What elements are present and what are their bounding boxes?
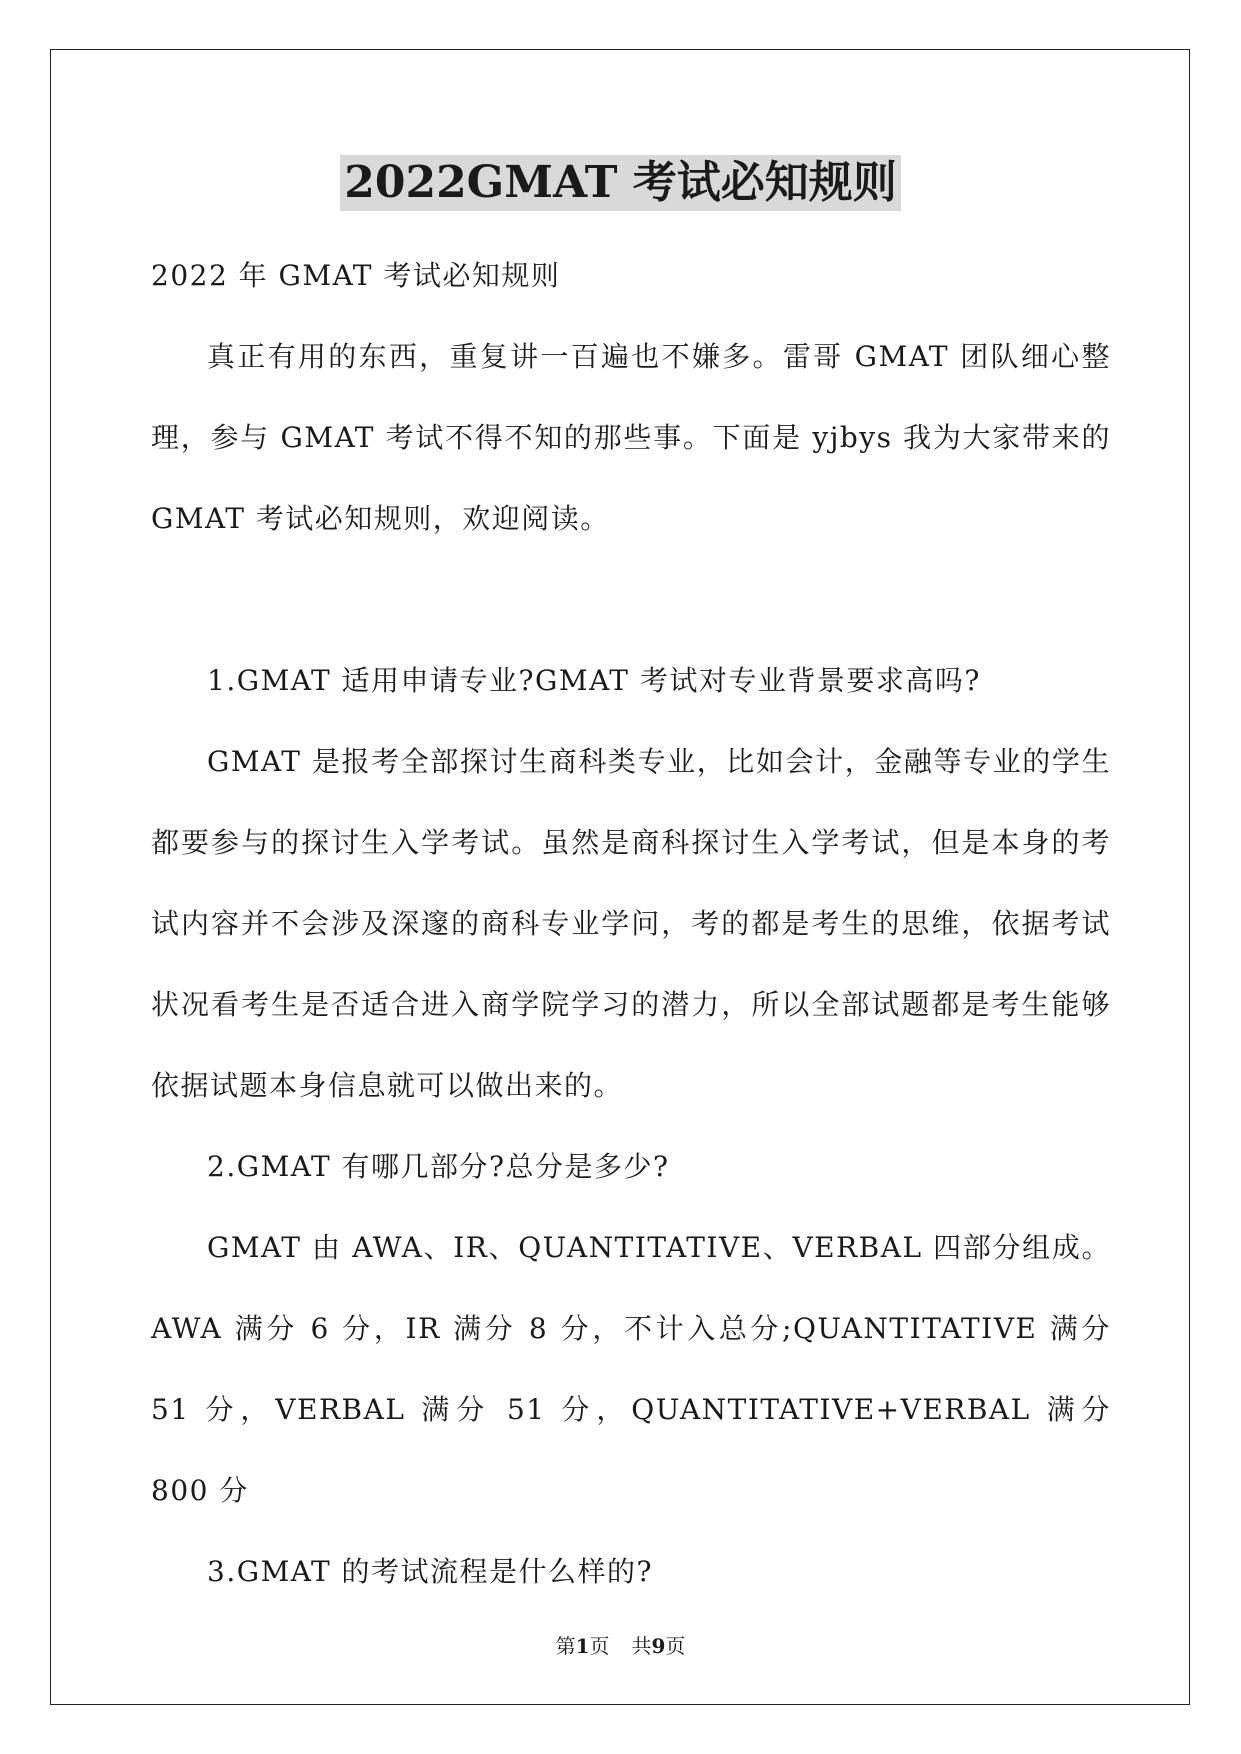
document-body — [151, 235, 1111, 1612]
paragraph-gap — [151, 559, 1111, 640]
answer-paragraph-2: GMAT 由 AWA、IR、QUANTITATIVE、VERBAL 四部分组成。AWA 满分 6 分，IR 满分 8 分，不计入总分;QUANTITATIVE 满分 51 分，VERBAL 满分 51 分，QUANTITATIVE+VERBAL 满分 800 分 — [151, 1231, 1111, 1507]
question-heading-1: 1.GMAT 适用申请专业?GMAT 考试对专业背景要求高吗? — [207, 664, 981, 697]
document-title-wrapper — [0, 155, 1241, 211]
document-subtitle: 2022 年 GMAT 考试必知规则 — [151, 259, 561, 292]
footer-page-total: 9 — [651, 1634, 666, 1658]
footer-page-current: 1 — [575, 1634, 590, 1658]
question-heading-2: 2.GMAT 有哪几部分?总分是多少? — [207, 1150, 670, 1183]
page-footer — [0, 1630, 1241, 1659]
footer-page-unit: 页 — [589, 1634, 610, 1658]
answer-paragraph-1: GMAT 是报考全部探讨生商科类专业，比如会计，金融等专业的学生都要参与的探讨生入学考试。虽然是商科探讨生入学考试，但是本身的考试内容并不会涉及深邃的商科专业学问，考的都是考生的思维，依据考试状况看考生是否适合进入商学院学习的潜力，所以全部试题都是考生能够依据试题本身信息就可以做出来的。 — [151, 745, 1111, 1102]
document-title: 2022GMAT 考试必知规则 — [340, 155, 901, 211]
footer-total-prefix: 共 — [631, 1634, 652, 1658]
footer-page-prefix: 第 — [555, 1634, 576, 1658]
question-heading-3: 3.GMAT 的考试流程是什么样的? — [207, 1555, 654, 1588]
intro-paragraph: 真正有用的东西，重复讲一百遍也不嫌多。雷哥 GMAT 团队细心整理，参与 GMAT 考试不得不知的那些事。下面是 yjbys 我为大家带来的 GMAT 考试必知规则，欢迎阅读。 — [151, 340, 1111, 535]
footer-total-unit: 页 — [665, 1634, 686, 1658]
